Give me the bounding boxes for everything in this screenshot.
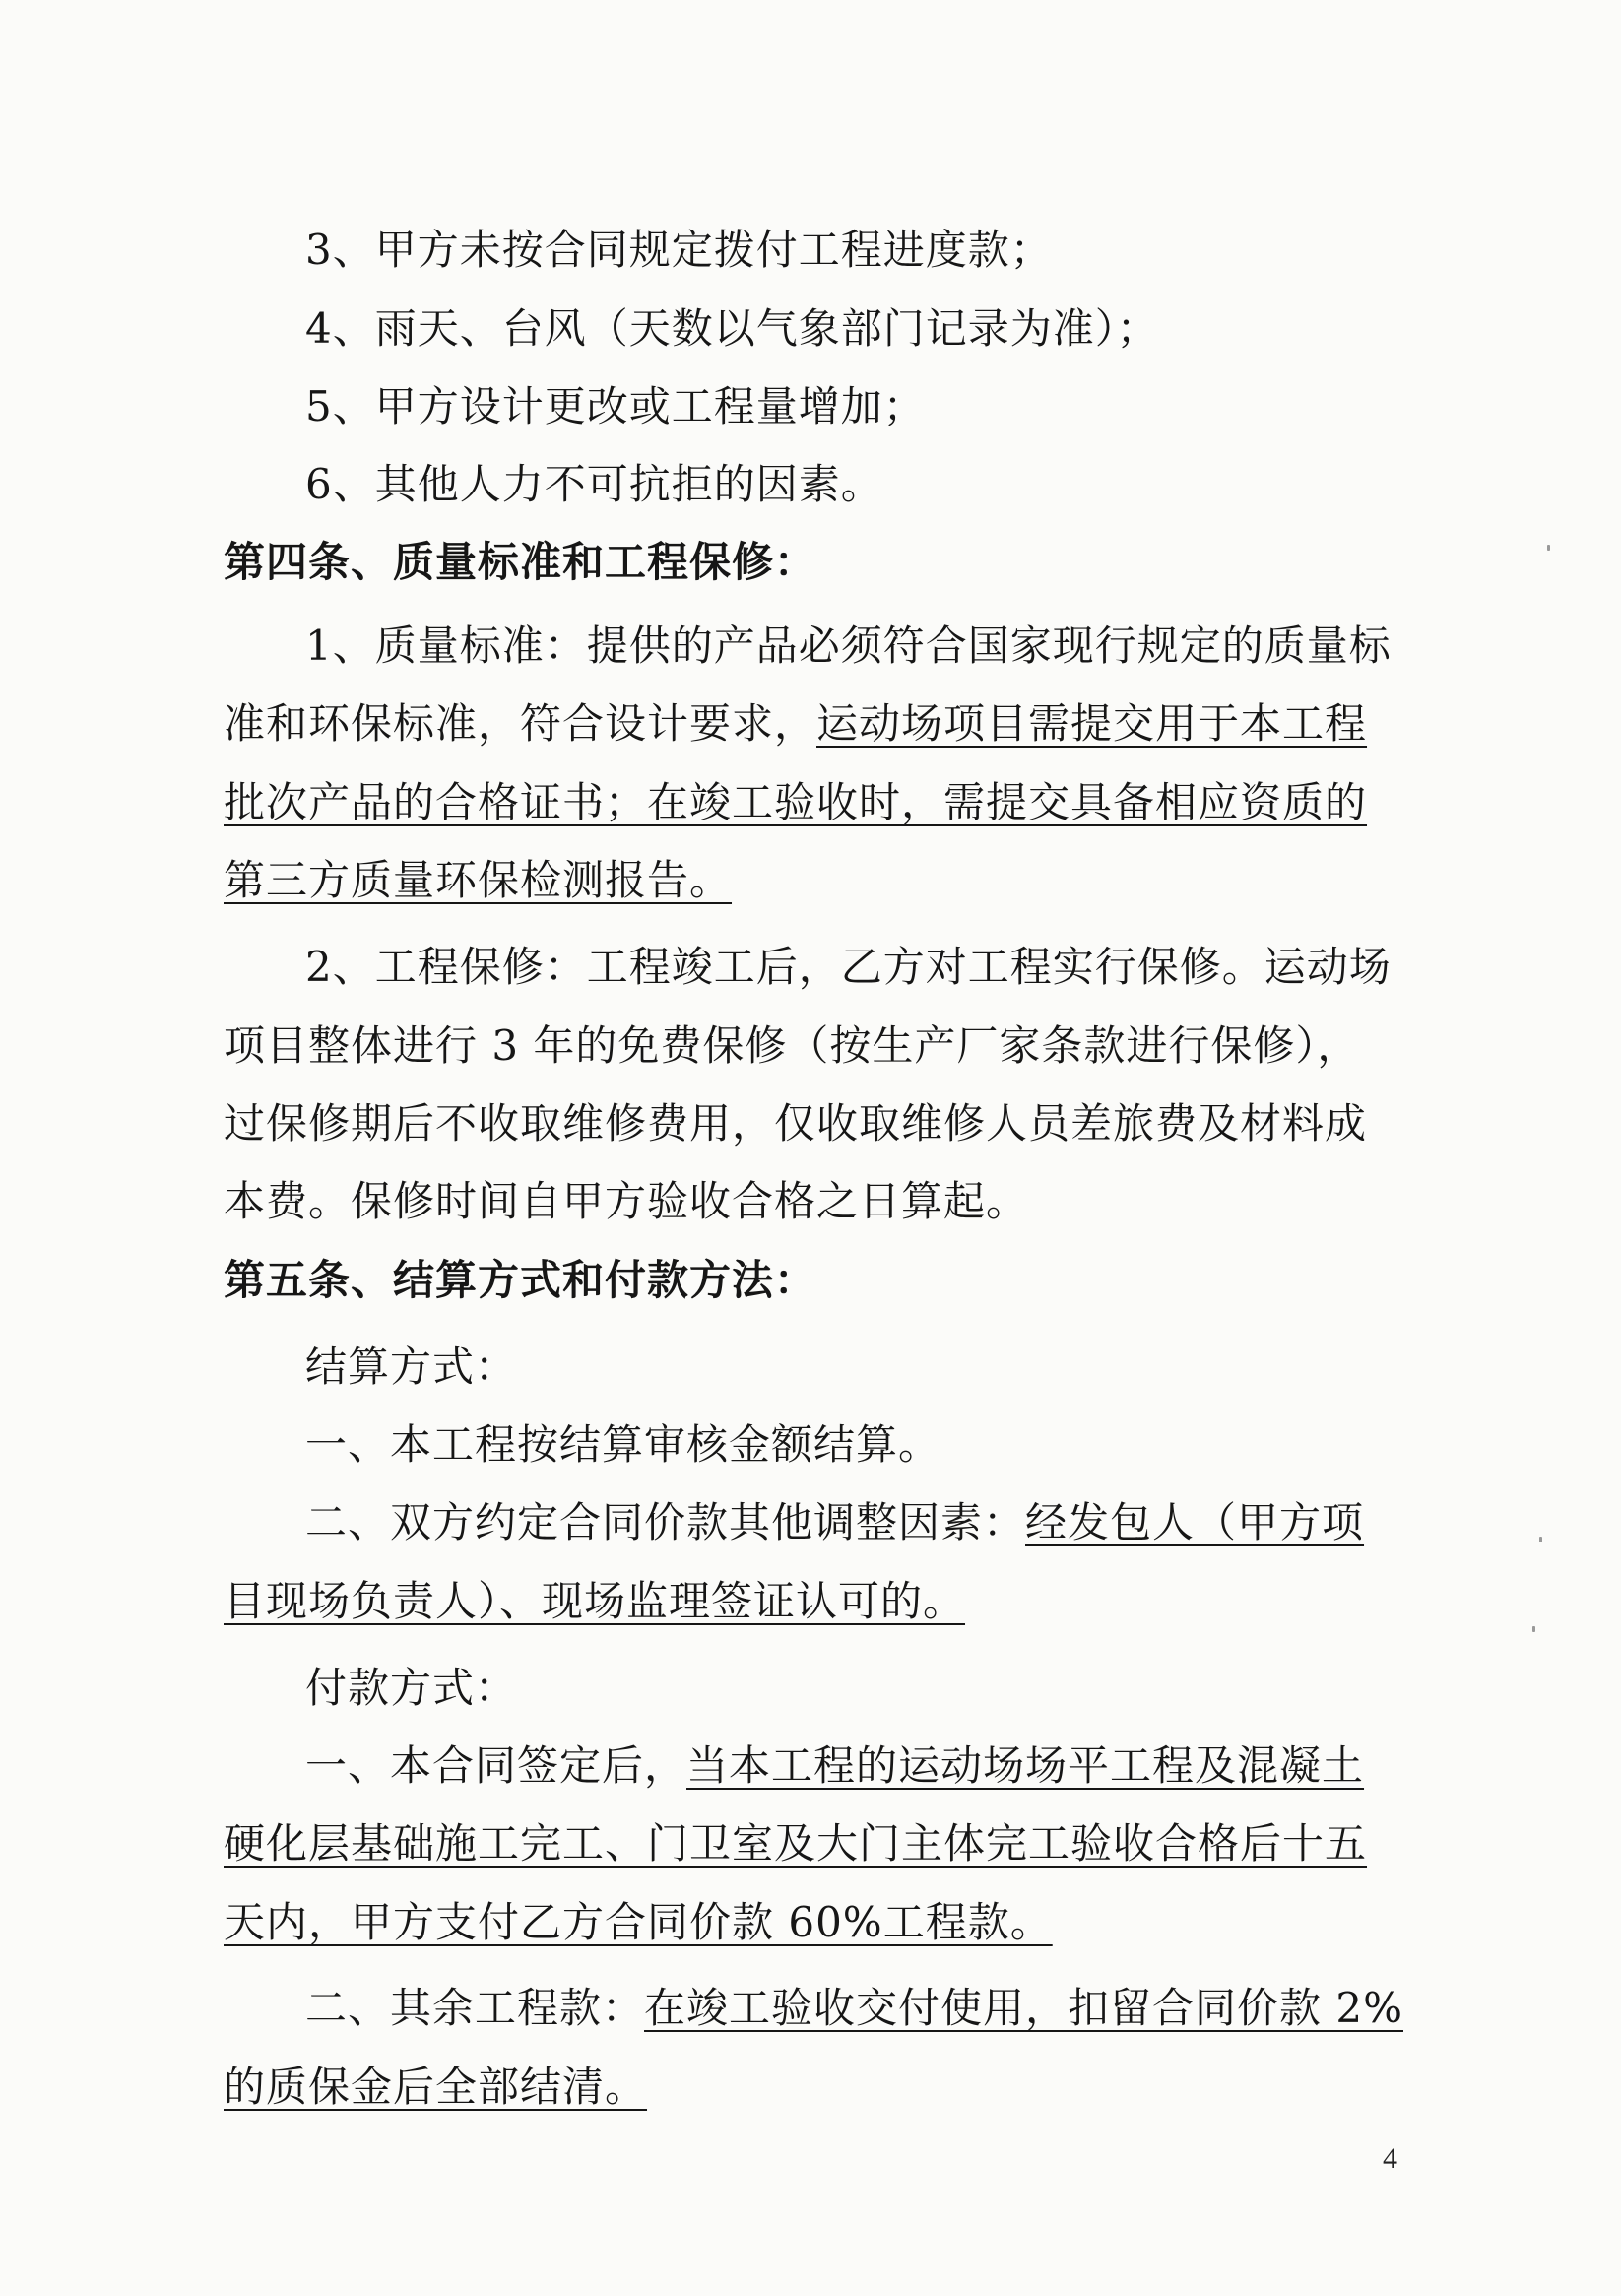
underlined-text: 运动场项目需提交用于本工程 [816, 699, 1368, 748]
paragraph-line [305, 1417, 1487, 1473]
underlined-text: 经发包人（甲方项 [1025, 1498, 1365, 1546]
clause-line-6 [305, 457, 1487, 512]
subheading-payment [305, 1661, 1487, 1716]
scan-speck [1532, 1626, 1535, 1632]
underlined-text: 天内，甲方支付乙方合同价款 60%工程款。 [224, 1898, 1053, 1946]
paragraph-line [305, 1738, 1487, 1794]
heading-text: 第五条、结算方式和付款方法： [224, 1256, 817, 1304]
paragraph-line [305, 940, 1487, 995]
text-segment: 付款方式： [305, 1664, 518, 1712]
heading-text: 第四条、质量标准和工程保修： [224, 538, 817, 586]
text-segment: 5、甲方设计更改或工程量增加； [305, 382, 926, 430]
clause-line-5 [305, 379, 1487, 434]
paragraph-line [224, 1574, 1405, 1629]
paragraph-line [224, 696, 1405, 752]
section-heading-article-5 [224, 1253, 1405, 1308]
text-segment: 6、其他人力不可抗拒的因素。 [305, 460, 883, 508]
paragraph-line [305, 1981, 1487, 2036]
text-segment: 二、双方约定合同价款其他调整因素： [305, 1498, 1026, 1546]
clause-line-3 [305, 223, 1487, 278]
paragraph-line [224, 2060, 1405, 2115]
scan-speck [1547, 545, 1550, 551]
text-segment: 3、甲方未按合同规定拨付工程进度款； [305, 226, 1053, 274]
underlined-text: 批次产品的合格证书；在竣工验收时，需提交具备相应资质的 [224, 778, 1368, 826]
text-segment: 项目整体进行 3 年的免费保修（按生产厂家条款进行保修）， [224, 1021, 1360, 1070]
text-segment: 4、雨天、台风（天数以气象部门记录为准）； [305, 304, 1159, 353]
paragraph-line [224, 1018, 1405, 1074]
page-number: 4 [1383, 2142, 1397, 2175]
subheading-settlement [305, 1340, 1487, 1395]
paragraph-line [224, 1174, 1405, 1229]
text-segment: 本费。保修时间自甲方验收合格之日算起。 [224, 1177, 1029, 1225]
paragraph-line [224, 1096, 1405, 1151]
underlined-text: 当本工程的运动场场平工程及混凝土 [686, 1741, 1365, 1790]
underlined-text: 在竣工验收交付使用，扣留合同价款 2% [644, 1984, 1403, 2032]
text-segment: 1、质量标准：提供的产品必须符合国家现行规定的质量标 [305, 622, 1392, 670]
paragraph-line [224, 775, 1405, 830]
text-segment: 二、其余工程款： [305, 1984, 645, 2032]
text-segment: 一、本合同签定后， [305, 1741, 687, 1790]
text-segment: 2、工程保修：工程竣工后，乙方对工程实行保修。运动场 [305, 943, 1392, 991]
text-segment: 准和环保标准，符合设计要求， [224, 699, 817, 748]
paragraph-line [305, 1495, 1487, 1550]
scan-speck [1539, 1537, 1542, 1542]
section-heading-article-4 [224, 535, 1405, 590]
clause-line-4 [305, 301, 1487, 357]
paragraph-line [224, 853, 1405, 908]
paragraph-line [305, 619, 1487, 674]
underlined-text: 第三方质量环保检测报告。 [224, 856, 733, 904]
paragraph-line [224, 1895, 1405, 1950]
text-segment: 一、本工程按结算审核金额结算。 [305, 1420, 941, 1469]
underlined-text: 硬化层基础施工完工、门卫室及大门主体完工验收合格后十五 [224, 1819, 1368, 1868]
underlined-text: 的质保金后全部结清。 [224, 2063, 648, 2111]
text-segment: 结算方式： [305, 1343, 518, 1391]
paragraph-line [224, 1816, 1405, 1871]
text-segment: 过保修期后不收取维修费用，仅收取维修人员差旅费及材料成 [224, 1099, 1368, 1148]
underlined-text: 目现场负责人）、现场监理签证认可的。 [224, 1577, 966, 1625]
